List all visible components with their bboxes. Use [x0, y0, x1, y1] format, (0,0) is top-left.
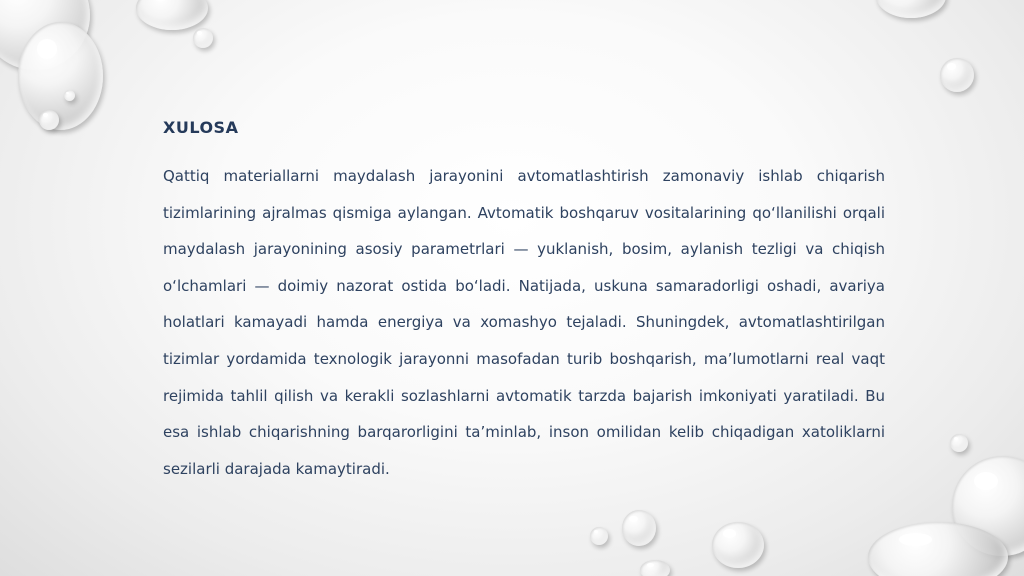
- water-drop-decoration: [712, 522, 764, 568]
- water-drop-decoration: [590, 527, 608, 545]
- water-drop-decoration: [193, 28, 213, 48]
- water-drop-decoration: [622, 510, 656, 546]
- slide-body-text: Qattiq materiallarni maydalash jarayonini avtomatlashtirish zamonaviy ishlab chiqarish tizimlarining ajralmas qismiga aylangan. Avtomatik boshqaruv vositalarining qo‘llanilishi orqali maydalash jarayonining asosiy parametrlari — yuklanish, bosim, aylanish tezligi va chiqish o‘lchamlari — doimiy nazorat ostida bo‘ladi. Natijada, uskuna samaradorligi oshadi, avariya holatlari kamayadi hamda energiya va xomashyo tejaladi. Shuningdek, avtomatlashtirilgan tizimlar yordamida texnologik jarayonni masofadan turib boshqarish, ma’lumotlarni real vaqt rejimida tahlil qilish va kerakli sozlashlarni avtomatik tarzda bajarish imkoniyati yaratiladi. Bu esa ishlab chiqarishning barqarorligini ta’minlab, inson omilidan kelib chiqadigan xatoliklarni sezilarli darajada kamaytiradi.: [163, 167, 885, 478]
- water-drop-decoration: [640, 560, 670, 576]
- water-drop-decoration: [39, 110, 59, 130]
- water-drop-decoration: [136, 0, 208, 30]
- water-drop-decoration: [64, 90, 75, 101]
- water-drop-decoration: [18, 22, 103, 130]
- water-drop-decoration: [940, 58, 974, 92]
- water-drop-decoration: [950, 434, 968, 452]
- water-drop-decoration: [876, 0, 946, 18]
- slide-title: XULOSA: [163, 118, 239, 137]
